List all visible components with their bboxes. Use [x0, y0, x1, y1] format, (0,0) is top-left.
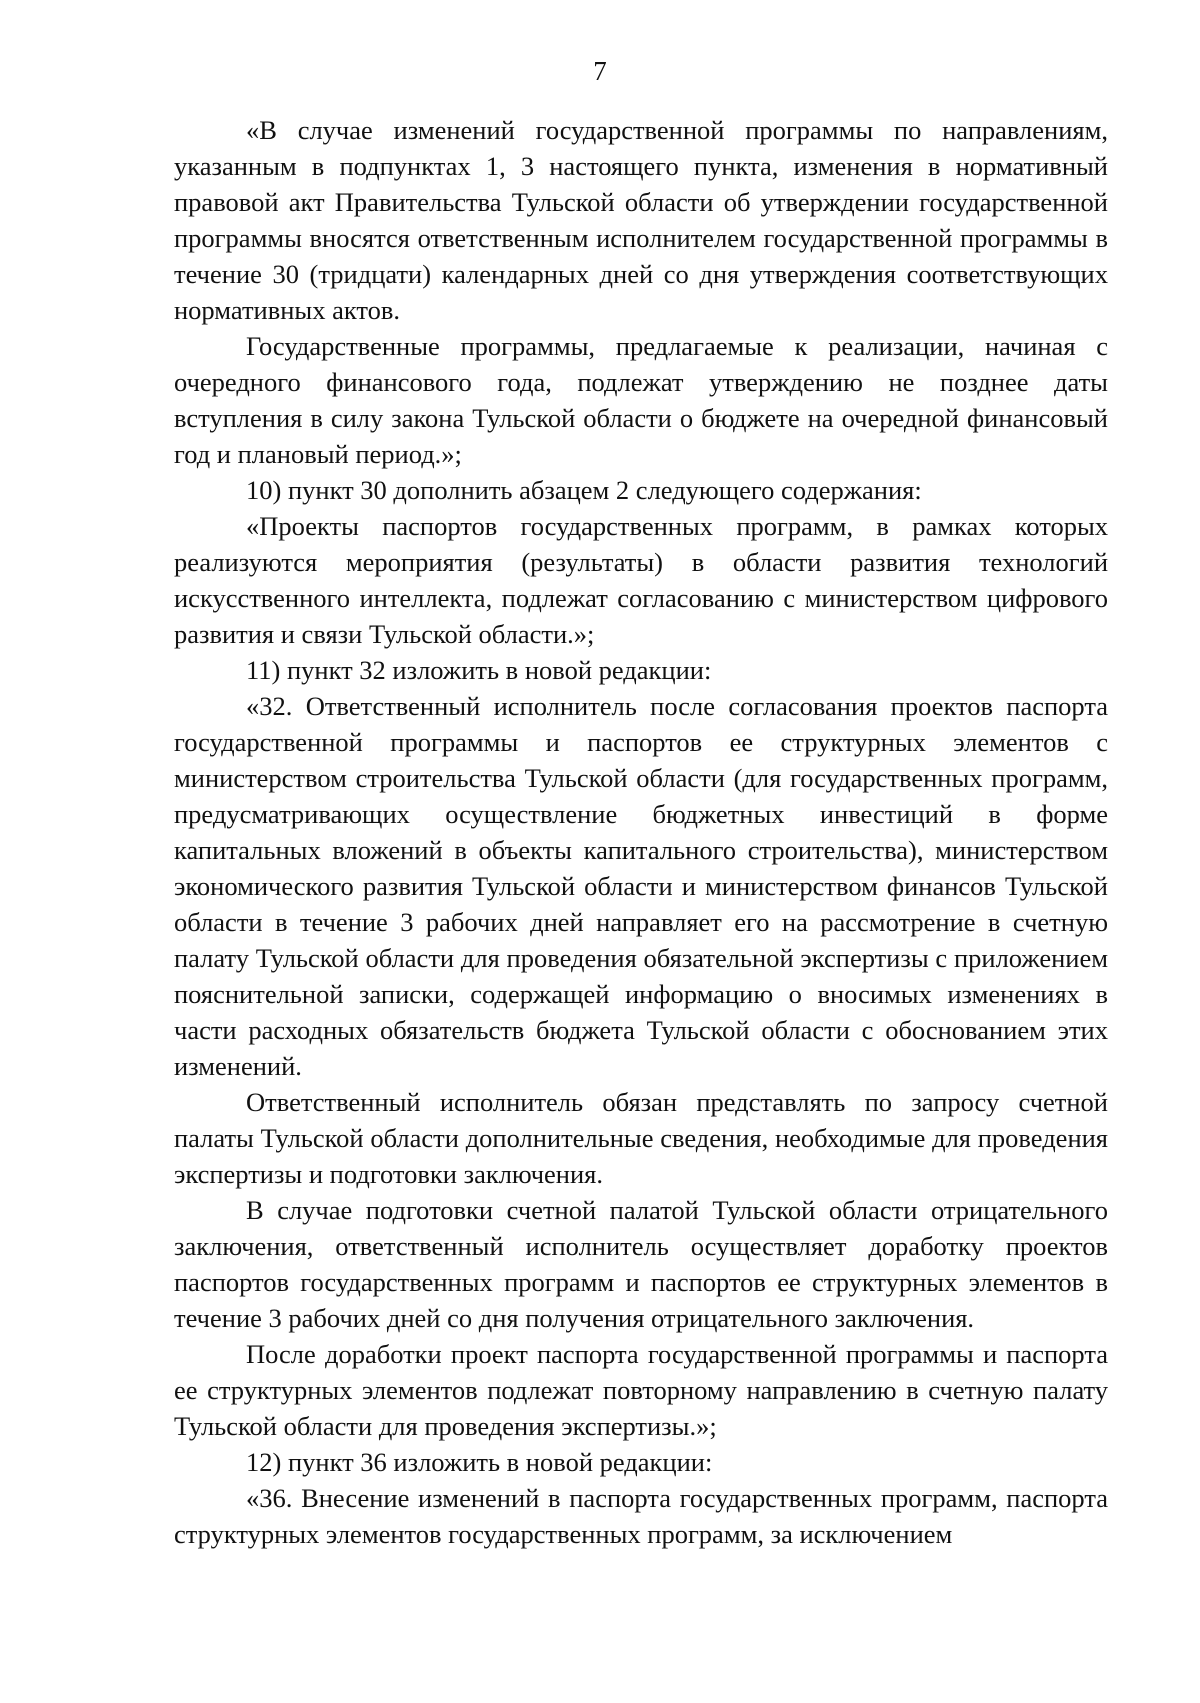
- paragraph-11: «36. Внесение изменений в паспорта государственных программ, паспорта структурных элементов государственных программ, за исключением: [174, 1483, 1108, 1549]
- paragraph-4: «Проекты паспортов государственных программ, в рамках которых реализуются мероприятия (результаты) в области развития технологий искусственного интеллекта, подлежат согласованию с министерством цифрового развития и связи Тульской области.»;: [174, 511, 1108, 649]
- page-number: 7: [593, 56, 607, 86]
- paragraph-7: Ответственный исполнитель обязан представлять по запросу счетной палаты Тульской области дополнительные сведения, необходимые для проведения экспертизы и подготовки заключения.: [174, 1087, 1108, 1189]
- paragraph-5: 11) пункт 32 изложить в новой редакции:: [246, 655, 712, 685]
- paragraph-2: Государственные программы, предлагаемые к реализации, начиная с очередного финансового года, подлежат утверждению не позднее даты вступления в силу закона Тульской области о бюджете на очередной финансовый год и плановый период.»;: [174, 331, 1108, 469]
- document-body: [174, 112, 1108, 1552]
- paragraph-1: «В случае изменений государственной программы по направлениям, указанным в подпунктах 1, 3 настоящего пункта, изменения в нормативный правовой акт Правительства Тульской области об утверждении государственной программы вносятся ответственным исполнителем государственной программы в течение 30 (тридцати) календарных дней со дня утверждения соответствующих нормативных актов.: [174, 115, 1108, 325]
- paragraph-10: 12) пункт 36 изложить в новой редакции:: [246, 1447, 713, 1477]
- paragraph-9: После доработки проект паспорта государственной программы и паспорта ее структурных элементов подлежат повторному направлению в счетную палату Тульской области для проведения экспертизы.»;: [174, 1339, 1108, 1441]
- paragraph-8: В случае подготовки счетной палатой Тульской области отрицательного заключения, ответственный исполнитель осуществляет доработку проектов паспортов государственных программ и паспортов ее структурных элементов в течение 3 рабочих дней со дня получения отрицательного заключения.: [174, 1195, 1108, 1333]
- paragraph-6: «32. Ответственный исполнитель после согласования проектов паспорта государственной программы и паспортов ее структурных элементов с министерством строительства Тульской области (для государственных программ, предусматривающих осуществление бюджетных инвестиций в форме капитальных вложений в объекты капитального строительства), министерством экономического развития Тульской области и министерством финансов Тульской области в течение 3 рабочих дней направляет его на рассмотрение в счетную палату Тульской области для проведения обязательной экспертизы с приложением пояснительной записки, содержащей информацию о вносимых изменениях в части расходных обязательств бюджета Тульской области с обоснованием этих изменений.: [174, 691, 1108, 1081]
- paragraph-3: 10) пункт 30 дополнить абзацем 2 следующего содержания:: [246, 475, 922, 505]
